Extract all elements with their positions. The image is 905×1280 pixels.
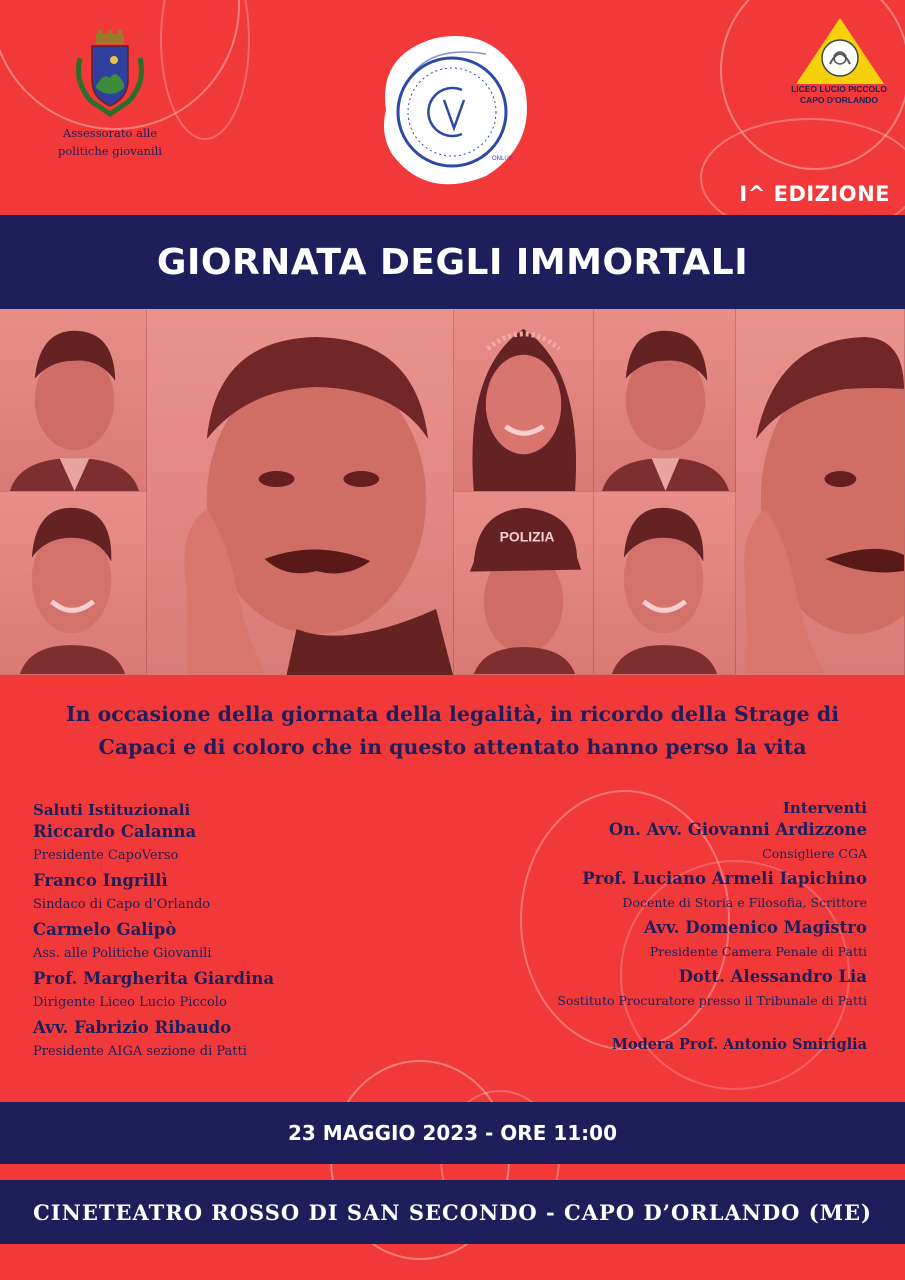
institutional-greetings-column <box>33 800 363 1065</box>
speaker-role: Docente di Storia e Filosofia, Scrittore <box>622 895 867 910</box>
decorative-ring <box>160 0 250 140</box>
edition-label: I^ EDIZIONE <box>739 182 890 206</box>
speaker-name: On. Avv. Giovanni Ardizzone <box>608 820 867 839</box>
speaker-entry <box>447 867 867 915</box>
speaker-role: Sindaco di Capo d’Orlando <box>33 897 211 912</box>
portrait-photo-police <box>454 492 594 675</box>
intro-line: Capaci e di coloro che in questo attentato hanno perso la vita <box>98 735 807 759</box>
speaker-name: Prof. Margherita Giardina <box>33 969 275 988</box>
police-cap-text: POLIZIA <box>499 528 555 545</box>
intro-line: In occasione della giornata della legalità, in ricordo della Strage di <box>66 702 839 726</box>
speaker-entry <box>447 965 867 1013</box>
capoverso-logo <box>366 24 538 196</box>
municipality-crest-logo <box>70 28 150 118</box>
collage-column <box>0 309 147 675</box>
venue-band <box>0 1180 905 1244</box>
speaker-name: Franco Ingrillì <box>33 871 168 890</box>
portrait-photo-main-repeat <box>736 309 905 675</box>
speaker-entry <box>33 967 363 1015</box>
portrait-photo <box>0 309 147 492</box>
capoverso-onlus-label: ONLUS <box>492 156 513 162</box>
portrait-photo <box>594 309 736 492</box>
speaker-name: Prof. Luciano Armeli Iapichino <box>582 869 867 888</box>
portrait-photo-main <box>147 309 454 675</box>
interventions-column <box>447 798 867 1055</box>
school-caption-line: CAPO D'ORLANDO <box>799 95 879 105</box>
section-heading: Saluti Istituzionali <box>33 801 191 819</box>
speaker-name: Avv. Domenico Magistro <box>644 918 867 937</box>
collage-column <box>454 309 594 675</box>
speaker-role: Presidente AIGA sezione di Patti <box>33 1044 247 1059</box>
event-date-time: 23 MAGGIO 2023 - ORE 11:00 <box>288 1121 617 1145</box>
speaker-entry <box>33 918 363 966</box>
speaker-role: Presidente CapoVerso <box>33 848 179 863</box>
date-band <box>0 1102 905 1164</box>
speaker-entry <box>33 869 363 917</box>
municipality-caption-line: Assessorato alle <box>62 126 158 140</box>
portrait-photo <box>594 492 736 675</box>
portrait-photo <box>0 492 147 675</box>
section-heading: Interventi <box>782 799 867 817</box>
event-title: GIORNATA DEGLI IMMORTALI <box>156 241 749 283</box>
speaker-role: Presidente Camera Penale di Patti <box>649 944 867 959</box>
moderator-line: Modera Prof. Antonio Smiriglia <box>611 1036 867 1053</box>
speaker-entry <box>33 1016 363 1064</box>
school-caption <box>780 84 898 106</box>
speaker-entry <box>33 820 363 868</box>
speaker-entry <box>447 916 867 964</box>
municipality-caption <box>48 124 172 160</box>
speaker-role: Ass. alle Politiche Giovanili <box>33 946 212 961</box>
speaker-role: Dirigente Liceo Lucio Piccolo <box>33 995 227 1010</box>
title-band <box>0 215 905 309</box>
school-caption-line: LICEO LUCIO PICCOLO <box>791 84 887 94</box>
speaker-name: Dott. Alessandro Lia <box>678 967 867 986</box>
portrait-photo <box>454 309 594 492</box>
speaker-name: Carmelo Galipò <box>33 920 177 939</box>
speaker-role: Consigliere CGA <box>762 846 867 861</box>
event-venue: CINETEATRO ROSSO DI SAN SECONDO - CAPO D’ORLANDO (ME) <box>33 1199 872 1225</box>
speaker-role: Sostituto Procuratore presso il Tribunale di Patti <box>557 993 867 1008</box>
municipality-caption-line: politiche giovanili <box>57 144 162 158</box>
speaker-entry <box>447 818 867 866</box>
speaker-name: Riccardo Calanna <box>33 822 197 841</box>
photo-collage <box>0 309 905 675</box>
speaker-name: Avv. Fabrizio Ribaudo <box>33 1018 232 1037</box>
collage-column <box>594 309 736 675</box>
intro-text <box>30 698 875 764</box>
